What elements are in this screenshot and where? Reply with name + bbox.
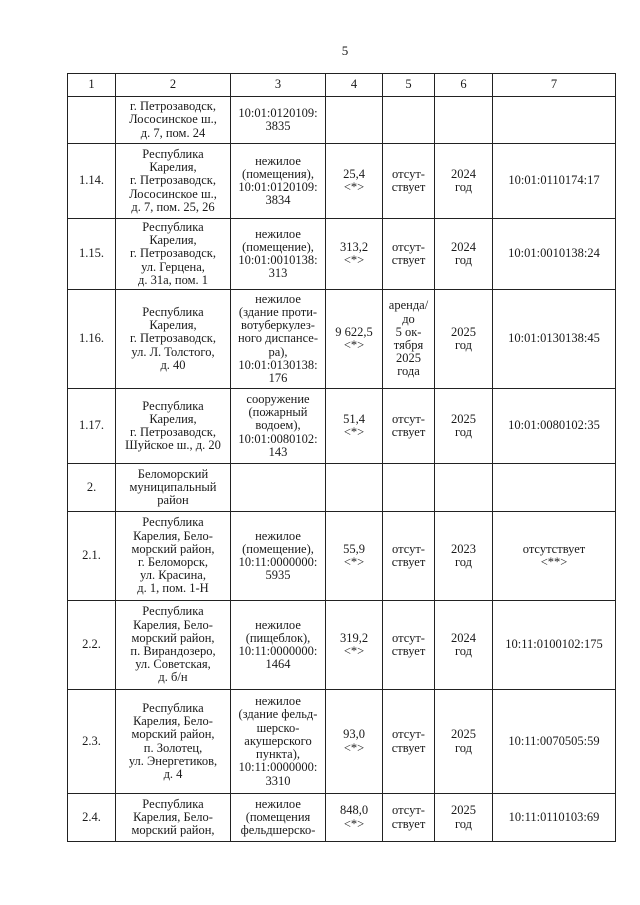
table-cell: 10:11:0100102:175: [493, 601, 616, 690]
table-row: [68, 219, 616, 290]
table-cell: 25,4 <*>: [326, 144, 383, 219]
table-row: [68, 97, 616, 144]
table-cell: [231, 464, 326, 512]
column-header: 1: [68, 74, 116, 97]
table-cell: 2025 год: [435, 690, 493, 794]
table-cell: [326, 464, 383, 512]
table-cell: Республика Карелия, г. Петрозаводск, Лососинское ш., д. 7, пом. 25, 26: [116, 144, 231, 219]
table-cell: 313,2 <*>: [326, 219, 383, 290]
table-cell: 2025 год: [435, 389, 493, 464]
table-cell: нежилое (помещения), 10:01:0120109: 3834: [231, 144, 326, 219]
table-cell: [68, 97, 116, 144]
table-cell: 10:01:0010138:24: [493, 219, 616, 290]
table-cell: 1.14.: [68, 144, 116, 219]
table-cell: [383, 464, 435, 512]
table-cell: 2025 год: [435, 794, 493, 842]
table-cell: [493, 97, 616, 144]
table-cell: 1.17.: [68, 389, 116, 464]
table-cell: [326, 97, 383, 144]
table-row: [68, 512, 616, 601]
table-cell: отсут- ствует: [383, 219, 435, 290]
table-cell: нежилое (помещения фельдшерско-: [231, 794, 326, 842]
column-header: 5: [383, 74, 435, 97]
table-cell: нежилое (пищеблок), 10:11:0000000: 1464: [231, 601, 326, 690]
table-cell: [435, 464, 493, 512]
table-cell: 10:01:0130138:45: [493, 290, 616, 389]
table-cell: 1.16.: [68, 290, 116, 389]
table-row: [68, 601, 616, 690]
table-cell: 9 622,5 <*>: [326, 290, 383, 389]
table-cell: отсут- ствует: [383, 690, 435, 794]
table-cell: 1.15.: [68, 219, 116, 290]
table-cell: Беломорский муниципальный район: [116, 464, 231, 512]
column-header: 2: [116, 74, 231, 97]
table-cell: 2023 год: [435, 512, 493, 601]
table-cell: 2024 год: [435, 219, 493, 290]
table-cell: 2025 год: [435, 290, 493, 389]
table-cell: 848,0 <*>: [326, 794, 383, 842]
table-header-row: [68, 74, 616, 97]
table-cell: 319,2 <*>: [326, 601, 383, 690]
table-cell: 55,9 <*>: [326, 512, 383, 601]
table-cell: 51,4 <*>: [326, 389, 383, 464]
table-cell: 2024 год: [435, 144, 493, 219]
table-cell: отсут- ствует: [383, 389, 435, 464]
table-cell: Республика Карелия, Бело- морский район, п. Золотец, ул. Энергетиков, д. 4: [116, 690, 231, 794]
table-cell: сооружение (пожарный водоем), 10:01:0080102: 143: [231, 389, 326, 464]
table-cell: [383, 97, 435, 144]
table-cell: отсут- ствует: [383, 601, 435, 690]
table-cell: г. Петрозаводск, Лососинское ш., д. 7, пом. 24: [116, 97, 231, 144]
table-row: [68, 290, 616, 389]
table-row: [68, 690, 616, 794]
table-cell: отсут- ствует: [383, 512, 435, 601]
table-row: [68, 389, 616, 464]
table-cell: 10:11:0070505:59: [493, 690, 616, 794]
column-header: 6: [435, 74, 493, 97]
table-cell: Республика Карелия, Бело- морский район, г. Беломорск, ул. Красина, д. 1, пом. 1-Н: [116, 512, 231, 601]
table-cell: 2.1.: [68, 512, 116, 601]
table-cell: 2.4.: [68, 794, 116, 842]
property-table: [67, 73, 616, 842]
table-row: [68, 144, 616, 219]
table-cell: аренда/ до 5 ок- тября 2025 года: [383, 290, 435, 389]
table-cell: нежилое (здание проти- вотуберкулез- ного диспансе- ра), 10:01:0130138: 176: [231, 290, 326, 389]
table-cell: 10:01:0110174:17: [493, 144, 616, 219]
table-cell: 93,0 <*>: [326, 690, 383, 794]
table-cell: [435, 97, 493, 144]
table-cell: Республика Карелия, Бело- морский район,: [116, 794, 231, 842]
column-header: 3: [231, 74, 326, 97]
table-cell: 2.3.: [68, 690, 116, 794]
column-header: 7: [493, 74, 616, 97]
table-cell: нежилое (помещение), 10:11:0000000: 5935: [231, 512, 326, 601]
table-cell: Республика Карелия, Бело- морский район, п. Вирандозеро, ул. Советская, д. б/н: [116, 601, 231, 690]
table-cell: Республика Карелия, г. Петрозаводск, Шуйское ш., д. 20: [116, 389, 231, 464]
table-cell: нежилое (помещение), 10:01:0010138: 313: [231, 219, 326, 290]
page-number: 5: [341, 43, 349, 58]
table-cell: Республика Карелия, г. Петрозаводск, ул. Л. Толстого, д. 40: [116, 290, 231, 389]
table-cell: отсутствует <**>: [493, 512, 616, 601]
table-cell: отсут- ствует: [383, 794, 435, 842]
table-cell: нежилое (здание фельд- шерско- акушерского пункта), 10:11:0000000: 3310: [231, 690, 326, 794]
table-cell: 10:11:0110103:69: [493, 794, 616, 842]
table-cell: 10:01:0120109: 3835: [231, 97, 326, 144]
table-cell: 2.: [68, 464, 116, 512]
table-cell: 10:01:0080102:35: [493, 389, 616, 464]
column-header: 4: [326, 74, 383, 97]
table-row: [68, 464, 616, 512]
table-cell: 2.2.: [68, 601, 116, 690]
table-cell: 2024 год: [435, 601, 493, 690]
table-row: [68, 794, 616, 842]
table-cell: [493, 464, 616, 512]
table-cell: Республика Карелия, г. Петрозаводск, ул. Герцена, д. 31а, пом. 1: [116, 219, 231, 290]
table-cell: отсут- ствует: [383, 144, 435, 219]
